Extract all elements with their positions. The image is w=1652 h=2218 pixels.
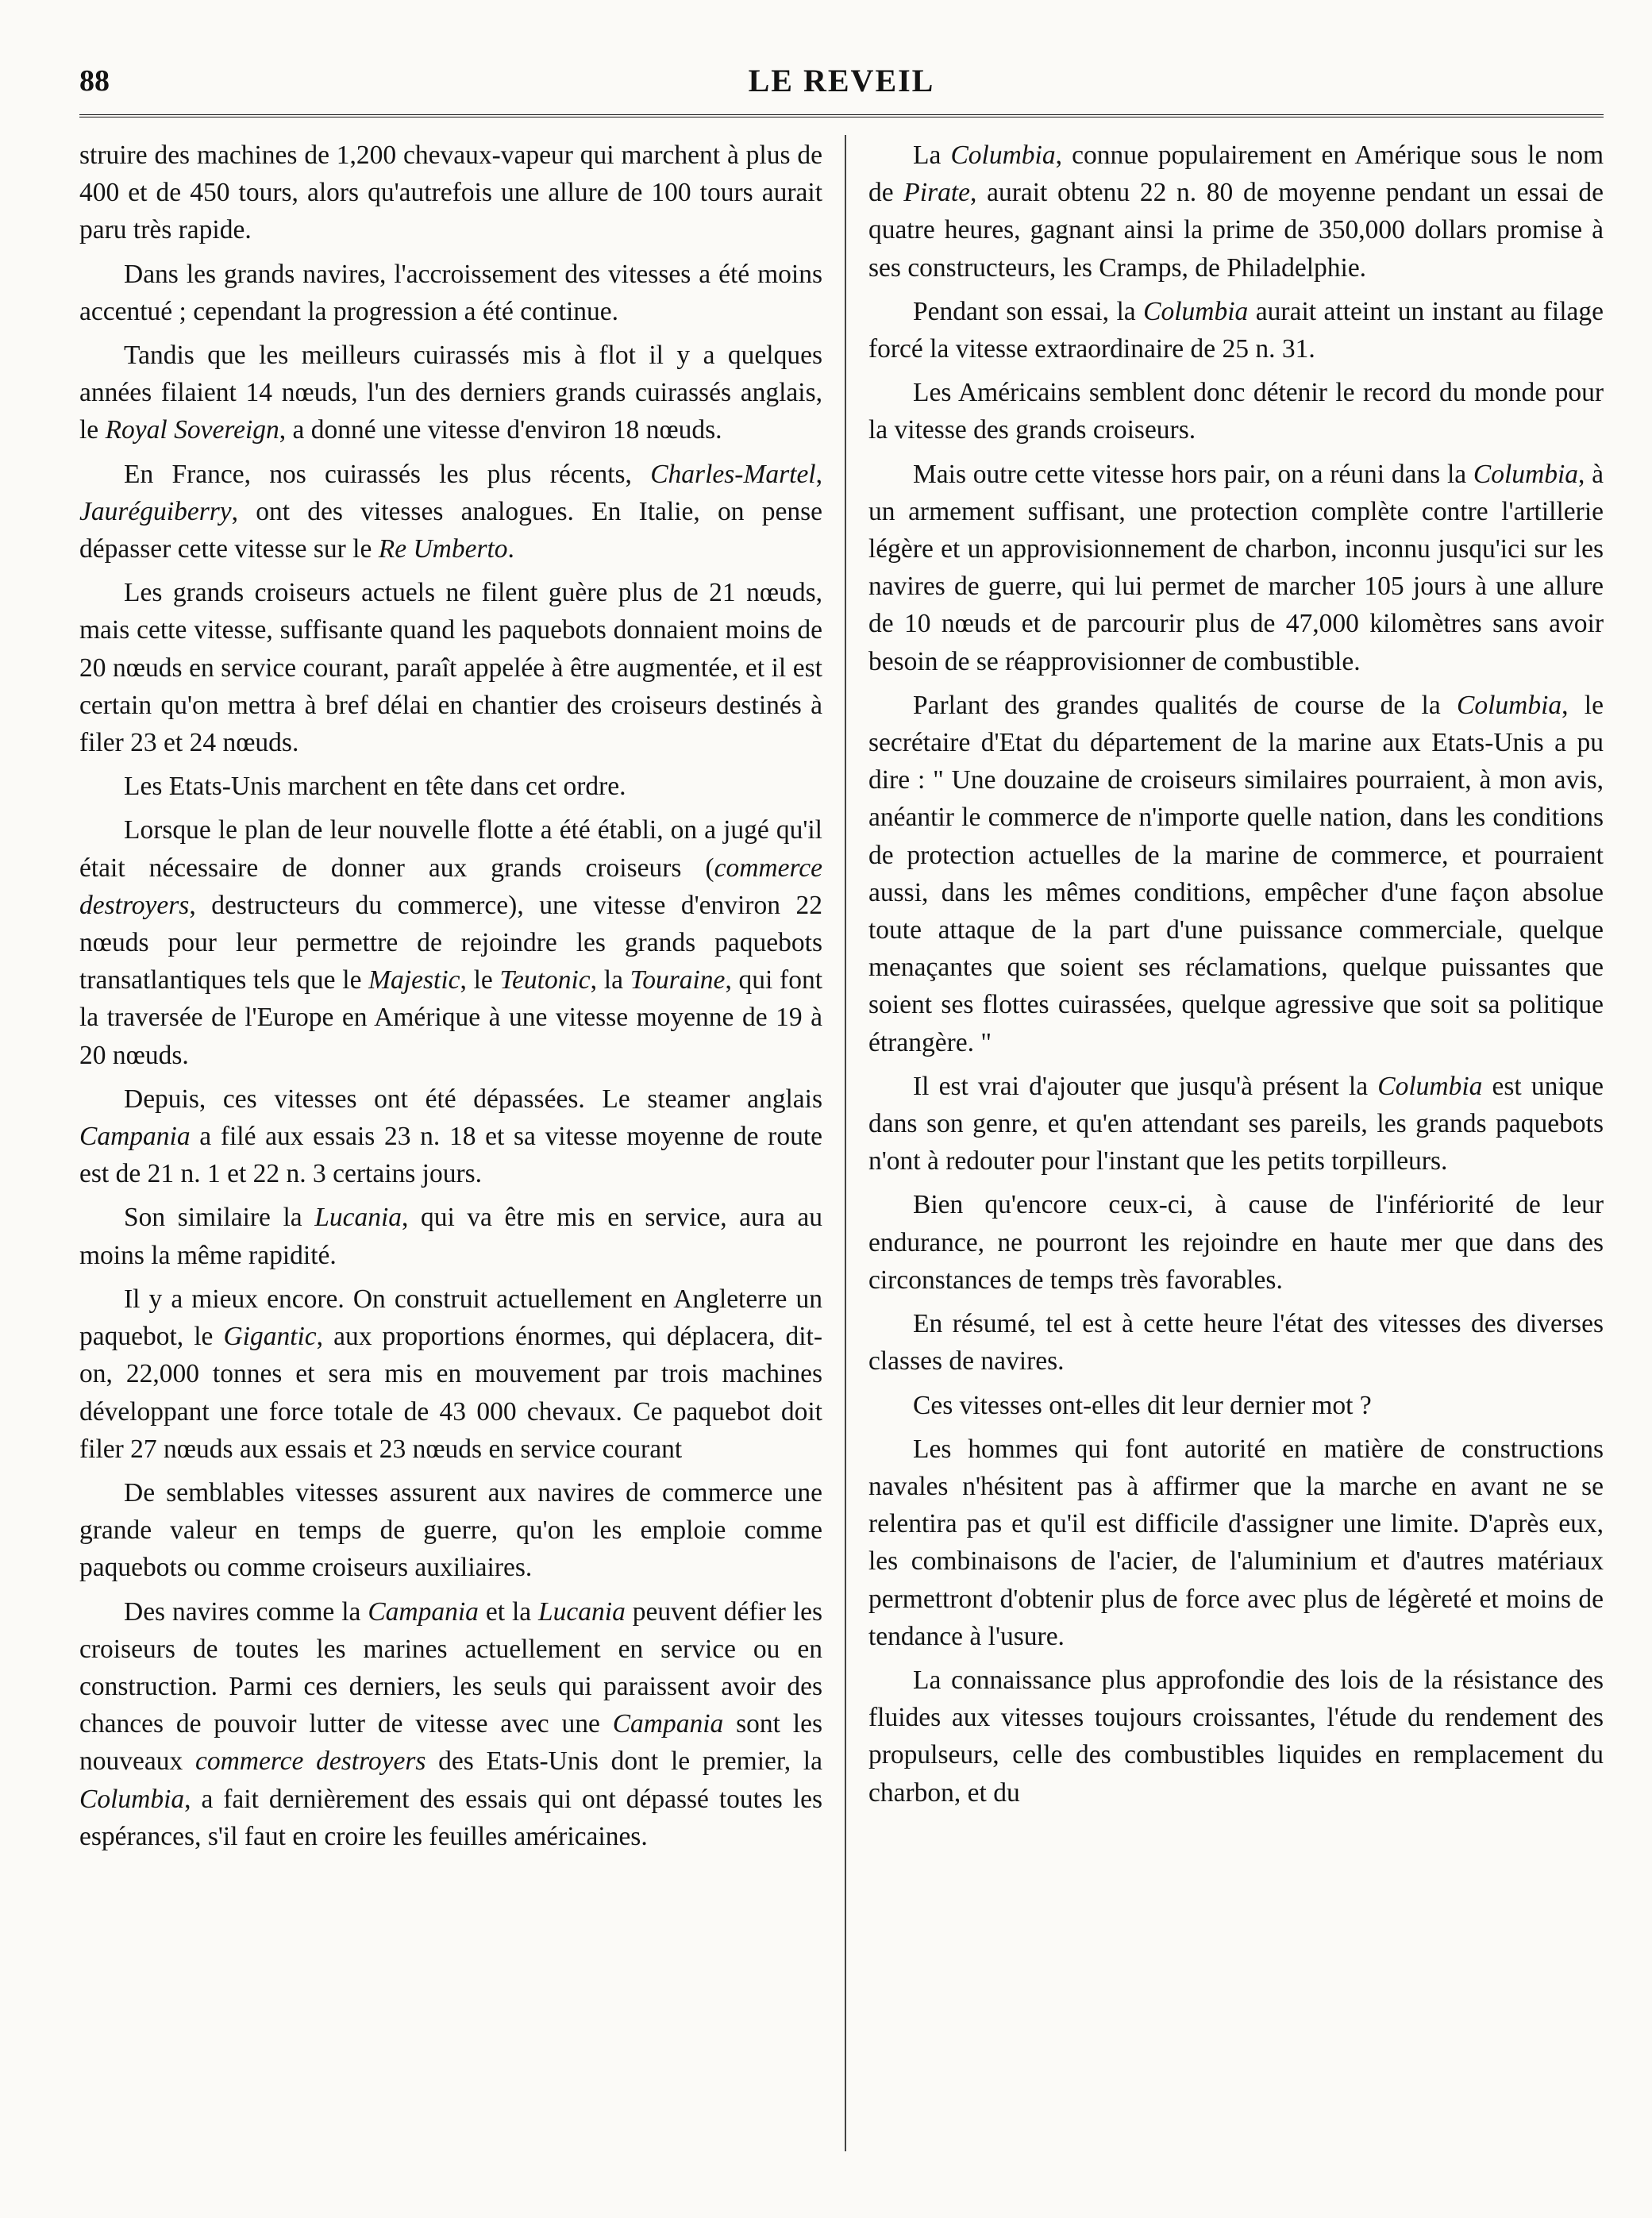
right-column bbox=[868, 137, 1604, 1818]
paragraph: Lorsque le plan de leur nouvelle flotte a été établi, on a jugé qu'il était nécessaire de donner aux grands croiseurs (commerce destroyers, destructeurs du commerce), une vitesse d'environ 22 nœuds pour leur permettre de rejoindre les grands paquebots transatlantiques tels que le Majestic, le Teutonic, la Touraine, qui font la traversée de l'Europe en Amérique à une vitesse moyenne de 19 à 20 nœuds. bbox=[79, 815, 823, 1070]
paragraph: En France, nos cuirassés les plus récents, Charles-Martel, Jauréguiberry, ont des vitesses analogues. En Italie, on pense dépasser cette vitesse sur le Re Umberto. bbox=[79, 459, 822, 564]
paragraph: Les hommes qui font autorité en matière de constructions navales n'hésitent pas à affirmer que la marche en avant ne se relentira pas et qu'il est difficile d'assigner une limite. D'après eux, les combinaisons de l'acier, de l'aluminium et d'autres matériaux permettront d'obtenir plus de force avec plus de légèreté et moins de tendance à l'usure. bbox=[868, 1434, 1604, 1651]
paragraph: La connaissance plus approfondie des lois de la résistance des fluides aux vitesses toujours croissantes, l'étude du rendement des propulseurs, celle des combustibles liquides en remplacement du charbon, et du bbox=[868, 1665, 1604, 1808]
paragraph: Il est vrai d'ajouter que jusqu'à présent la Columbia est unique dans son genre, et qu'en attendant ses pareils, les grands paquebots n'ont à redouter pour l'instant que les petits torpilleurs. bbox=[868, 1071, 1604, 1176]
paragraph: Dans les grands navires, l'accroissement des vitesses a été moins accentué ; cependant la progression a été continue. bbox=[79, 259, 822, 326]
paragraph: Depuis, ces vitesses ont été dépassées. Le steamer anglais Campania a filé aux essais 23 n. 18 et sa vitesse moyenne de route est de 21 n. 1 et 22 n. 3 certains jours. bbox=[79, 1084, 822, 1189]
page-number: 88 bbox=[79, 64, 110, 98]
paragraph: La Columbia, connue populairement en Amérique sous le nom de Pirate, aurait obtenu 22 n. 80 de moyenne pendant un essai de quatre heures, gagnant ainsi la prime de 350,000 dollars promise à ses constructeurs, les Cramps, de Philadelphie. bbox=[868, 141, 1604, 283]
paragraph: Il y a mieux encore. On construit actuellement en Angleterre un paquebot, le Gigantic, aux proportions énormes, qui déplacera, dit-on, 22,000 tonnes et sera mis en mouvement par trois machines développant une force totale de 43 000 chevaux. Ce paquebot doit filer 27 nœuds aux essais et 23 nœuds en service courant bbox=[79, 1284, 822, 1464]
paragraph: Les grands croiseurs actuels ne filent guère plus de 21 nœuds, mais cette vitesse, suffisante quand les paquebots donnaient moins de 20 nœuds en service courant, paraît appelée à être augmentée, et il est certain qu'on mettra à bref délai en chantier des croiseurs destinés à filer 23 et 24 nœuds. bbox=[79, 578, 822, 758]
journal-title: LE REVEIL bbox=[748, 63, 935, 98]
paragraph: Pendant son essai, la Columbia aurait atteint un instant au filage forcé la vitesse extraordinaire de 25 n. 31. bbox=[868, 296, 1604, 364]
paragraph: Mais outre cette vitesse hors pair, on a réuni dans la Columbia, à un armement suffisant, une protection complète contre l'artillerie légère et un approvisionnement de charbon, inconnu jusqu'ici sur les navires de guerre, qui lui permet de marcher 105 jours à une allure de 10 nœuds et de parcourir plus de 47,000 kilomètres sans avoir besoin de se réapprovisionner de combustible. bbox=[868, 459, 1604, 676]
header-rule bbox=[79, 114, 1604, 117]
paragraph: De semblables vitesses assurent aux navires de commerce une grande valeur en temps de guerre, qu'on les emploie comme paquebots ou comme croiseurs auxiliaires. bbox=[79, 1477, 822, 1583]
paragraph: Bien qu'encore ceux-ci, à cause de l'infériorité de leur endurance, ne pourront les rejoindre en haute mer que dans des circonstances de temps très favorables. bbox=[868, 1190, 1604, 1295]
paragraph: En résumé, tel est à cette heure l'état des vitesses des diverses classes de navires. bbox=[868, 1309, 1604, 1377]
paragraph: Les Américains semblent donc détenir le record du monde pour la vitesse des grands croiseurs. bbox=[868, 378, 1604, 445]
paragraph: Les Etats-Unis marchent en tête dans cet ordre. bbox=[124, 772, 626, 802]
paragraph: Parlant des grandes qualités de course de la Columbia, le secrétaire d'Etat du département de la marine aux Etats-Unis a pu dire : " Une douzaine de croiseurs similaires pourraient, à mon avis, anéantir le commerce de n'importe quelle nation, dans les conditions de protection actuelles de la marine de commerce, et pourraient aussi, dans les mêmes conditions, empêcher d'une façon absolue toute attaque de la part d'une puissance commerciale, quelque menaçantes que soient ses réclamations, quelque puissantes que soient ses flottes cuirassées, quelque agressive que soit sa politique étrangère. " bbox=[868, 690, 1604, 1057]
paragraph: Son similaire la Lucania, qui va être mis en service, aura au moins la même rapidité. bbox=[79, 1203, 822, 1270]
page-header bbox=[79, 56, 1604, 103]
paragraph: Des navires comme la Campania et la Lucania peuvent défier les croiseurs de toutes les marines actuellement en service ou en construction. Parmi ces derniers, les seuls qui paraissent avoir des chances de pouvoir lutter de vitesse avec une Campania sont les nouveaux commerce destroyers des Etats-Unis dont le premier, la Columbia, a fait dernièrement des essais qui ont dépassé toutes les espérances, s'il faut en croire les feuilles américaines. bbox=[79, 1596, 823, 1851]
left-column bbox=[79, 137, 822, 1862]
column-divider bbox=[845, 135, 846, 2151]
paragraph: struire des machines de 1,200 chevaux-vapeur qui marchent à plus de 400 et de 450 tours, alors qu'autrefois une allure de 100 tours aurait paru très rapide. bbox=[79, 141, 822, 245]
paragraph: Ces vitesses ont-elles dit leur dernier mot ? bbox=[913, 1390, 1372, 1420]
paragraph: Tandis que les meilleurs cuirassés mis à flot il y a quelques années filaient 14 nœuds, l'un des derniers grands cuirassés anglais, le Royal Sovereign, a donné une vitesse d'environ 18 nœuds. bbox=[79, 341, 822, 445]
